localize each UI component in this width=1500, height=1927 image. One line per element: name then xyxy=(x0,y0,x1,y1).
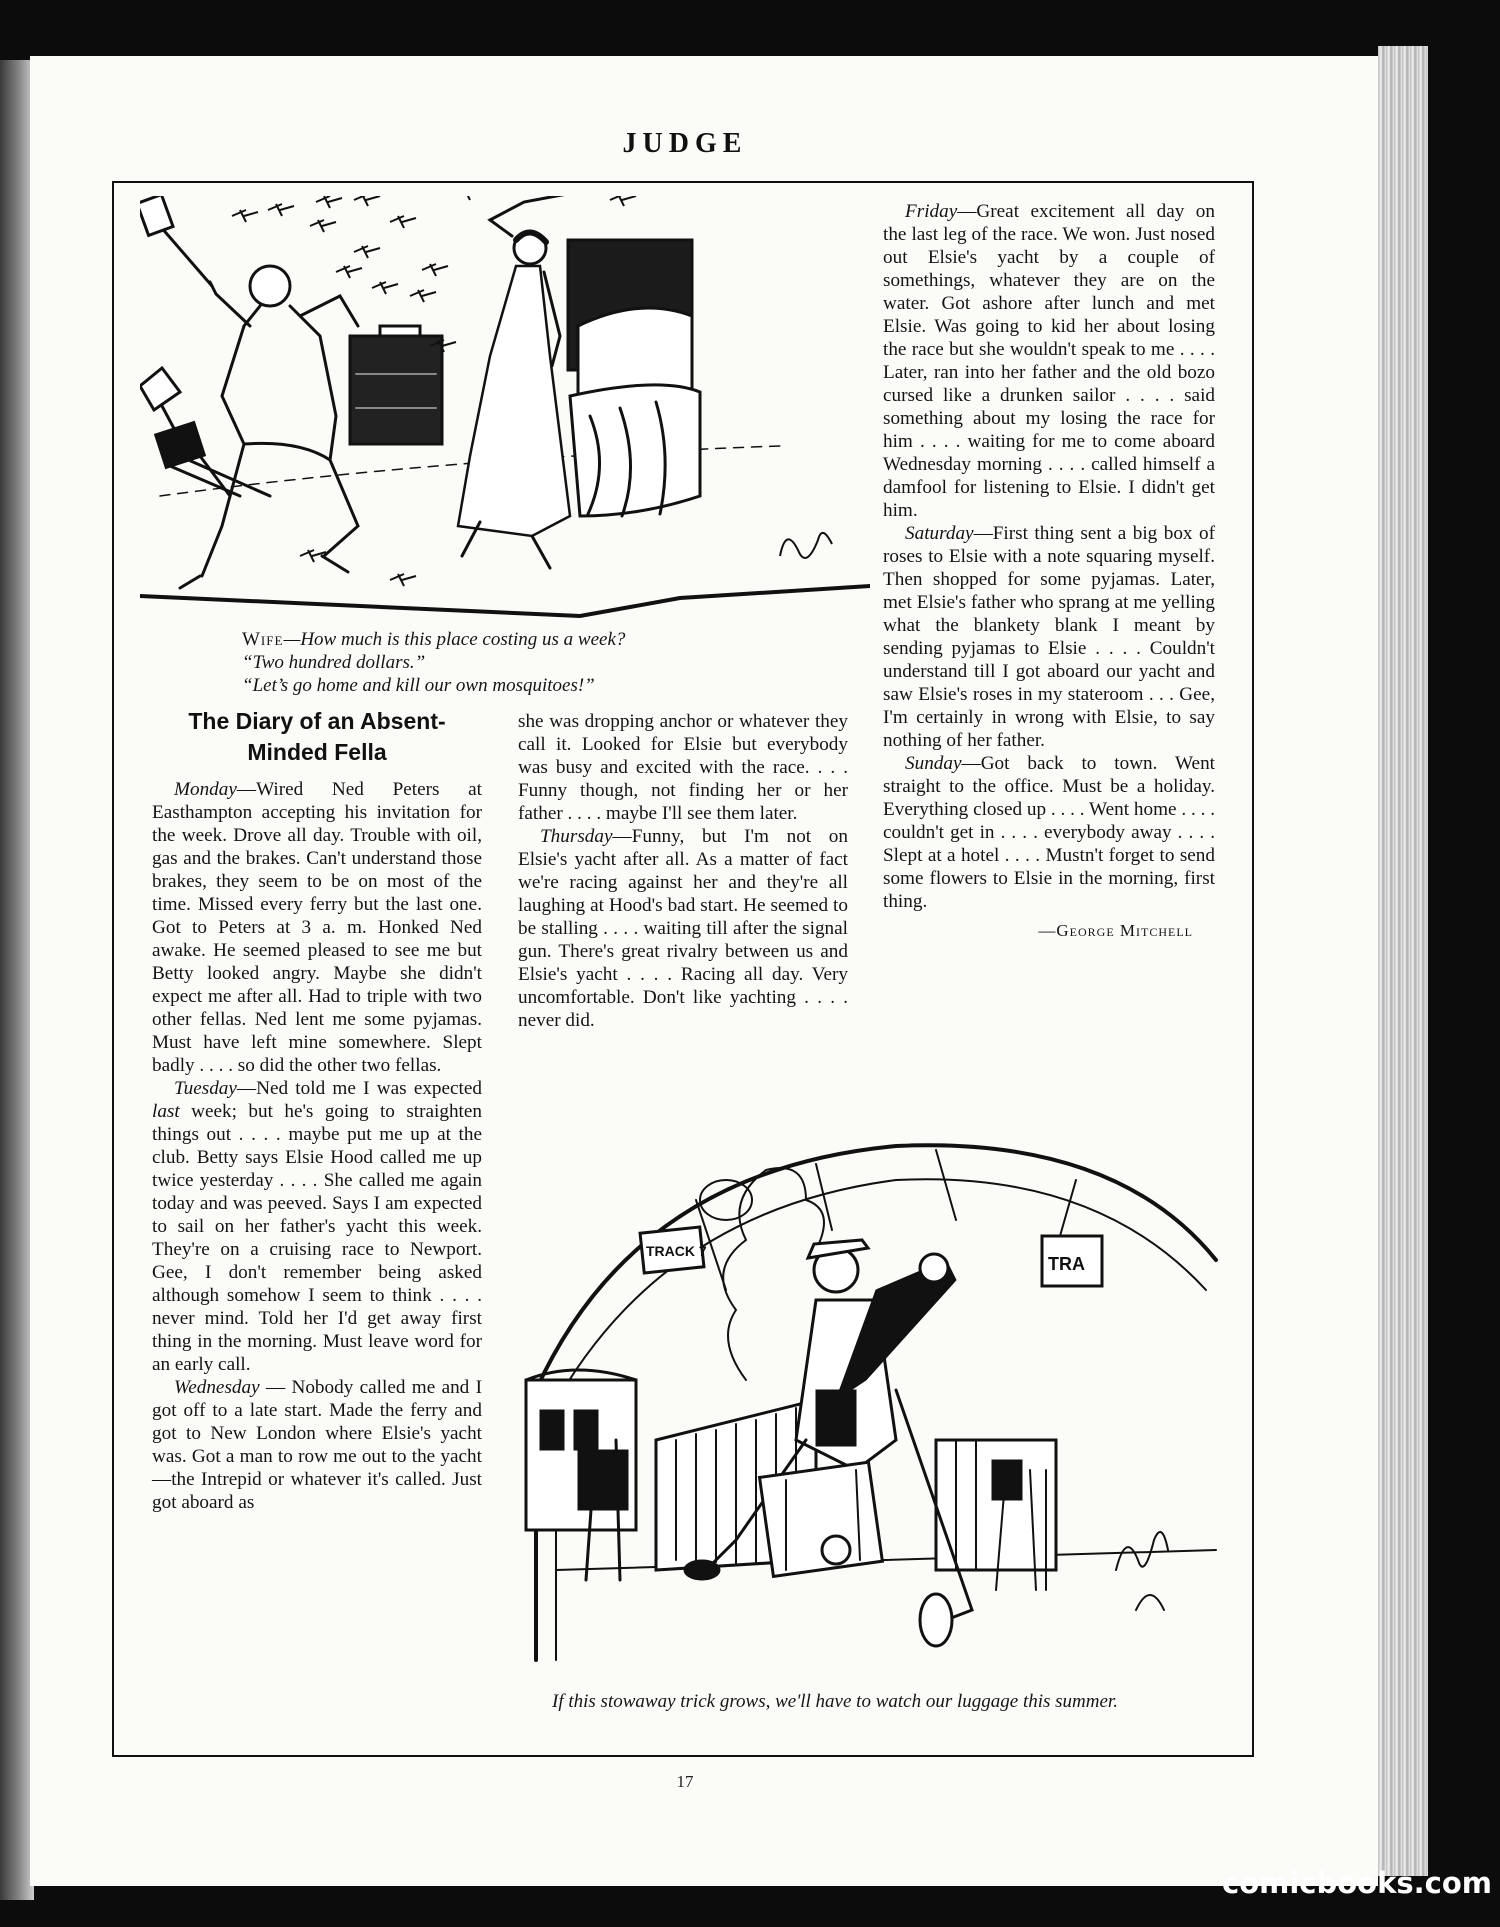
byline: —George Mitchell xyxy=(1038,921,1193,940)
text-column-right xyxy=(883,200,1215,942)
bottom-cartoon-caption: If this stowaway trick grows, we'll have to watch our luggage this summer. xyxy=(552,1691,1118,1712)
page-stack-edge xyxy=(1378,46,1428,1876)
mosquito-cartoon xyxy=(140,196,870,618)
stowaway-cartoon xyxy=(516,1140,1226,1680)
site-watermark: comicbooks.com xyxy=(1222,1866,1492,1900)
sign-track-partial: TRA xyxy=(1048,1254,1085,1274)
article-headline: The Diary of an Absent- Minded Fella xyxy=(188,708,446,765)
caption-speaker: Wife xyxy=(242,629,284,650)
diary-entry-thursday: Thursday—Funny, but I'm not on Elsie's yacht after all. As a matter of fact we're racing against her and they're all laughing at Hood's bad start. He seemed to be stalling . . . . waiting till after the signal gun. There's great rivalry between us and Elsie's yacht . . . . Racing all day. Very uncomfortable. Don't like yachting . . . . never did. xyxy=(518,826,848,1031)
caption-line-1: —How much is this place costing us a week? xyxy=(283,629,626,650)
diary-entry-wednesday: Wednesday — Nobody called me and I got off to a late start. Made the ferry and got to New London where Elsie's yacht was. Got a man to row me out to the yacht—the Intrepid or whatever it's called. Just got aboard as xyxy=(152,1377,482,1513)
text-column-left xyxy=(152,778,482,1514)
top-cartoon-caption xyxy=(242,628,802,697)
caption-line-2: “Two hundred dollars.” xyxy=(242,652,426,673)
diary-entry-monday: Monday—Wired Ned Peters at Easthampton accepting his invitation for the week. Drove all day. Trouble with oil, gas and the brakes. Can't understand those brakes, they seem to be on most of the time. Missed every ferry but the last one. Got to Peters at 3 a. m. Honked Ned awake. He seemed pleased to see me but Betty looked angry. Maybe she didn't expect me after all. Had to triple with two other fellas. Ned lent me some pyjamas. Must have left mine somewhere. Slept badly . . . . so did the other two fellas. xyxy=(152,779,482,1076)
text-column-middle xyxy=(518,710,848,1032)
diary-entry-friday: Friday—Great excitement all day on the last leg of the race. We won. Just nosed out Elsie's yacht by a couple of somethings, whatever they are on the water. Got ashore after lunch and met Elsie. Was going to kid her about losing the race but she wouldn't speak to me . . . . Later, ran into her father and the old bozo cursed like a drunken sailor . . . . said something about my losing the race for him . . . . waiting for me to come aboard Wednesday morning . . . . called himself a damfool for listening to Elsie. I didn't get him. xyxy=(883,201,1215,521)
diary-entry-tuesday: Tuesday—Ned told me I was expected last week; but he's going to straighten things out . . . . maybe put me up at the club. Betty says Elsie Hood called me up twice yesterday . . . . She called me again today and was peeved. Says I am expected to sail on her father's yacht this week. They're on a cruising race to Newport. Gee, I don't remember being asked although somehow I seem to think . . . . never mind. Told her I'd get away first thing in the morning. Must leave word for an early call. xyxy=(152,1078,482,1375)
book-spine xyxy=(0,60,34,1900)
diary-entry-sunday: Sunday—Got back to town. Went straight to the office. Must be a holiday. Everything closed up . . . . Went home . . . . couldn't get in . . . . everybody away . . . . Slept at a hotel . . . . Mustn't forget to send some flowers to Elsie in the morning, first thing. xyxy=(883,753,1215,912)
sign-track-7: TRACK 7 xyxy=(646,1243,707,1259)
masthead: JUDGE xyxy=(622,128,748,159)
diary-entry-saturday: Saturday—First thing sent a big box of roses to Elsie with a note squaring myself. Then shopped for some pyjamas. Later, met Elsie's father who sprang at me yelling what the blankety blank I meant by sending pyjamas to Elsie . . . . Couldn't understand till I got aboard our yacht and saw Elsie's roses in my stateroom . . . Gee, I'm certainly in wrong with Elsie, to say nothing of her father. xyxy=(883,523,1215,751)
diary-entry-wednesday-cont: she was dropping anchor or whatever they call it. Looked for Elsie but everybody was busy and excited with the race. . . . Funny though, not finding her or her father . . . . maybe I'll see them later. xyxy=(518,711,848,824)
caption-line-3: “Let’s go home and kill our own mosquitoes!” xyxy=(242,675,595,696)
page-number: 17 xyxy=(676,1772,694,1791)
